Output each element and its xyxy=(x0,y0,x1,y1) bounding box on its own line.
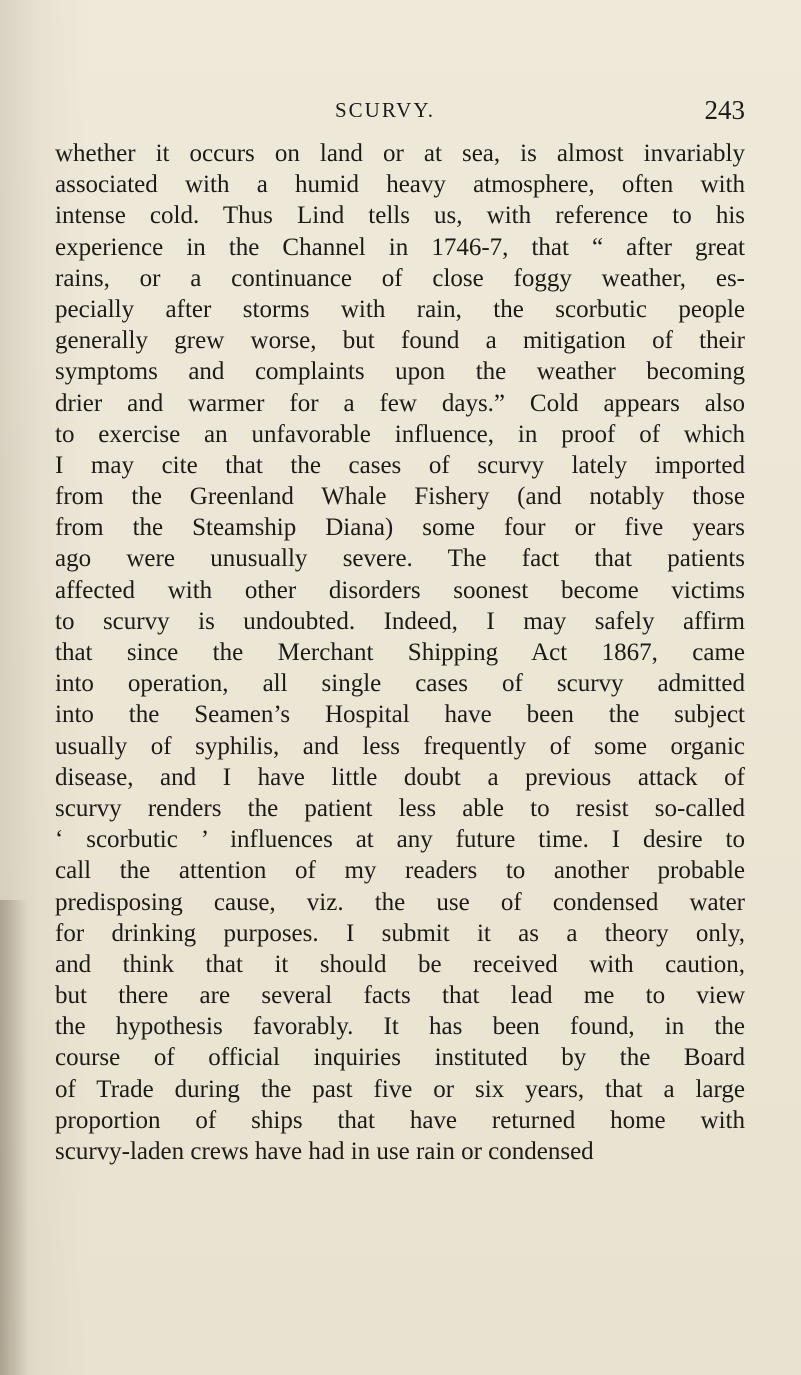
text-line: whether it occurs on land or at sea, is almost invariably xyxy=(55,140,745,167)
text-line: the hypothesis favorably. It has been found, in the xyxy=(55,1013,745,1041)
body-paragraph xyxy=(55,138,745,1167)
text-line: from the Steamship Diana) some four or five years xyxy=(55,514,745,542)
text-line: affected with other disorders soonest become victims xyxy=(55,576,745,604)
text-line: but there are several facts that lead me to view xyxy=(55,982,745,1010)
text-line: generally grew worse, but found a mitigation of their xyxy=(55,327,745,355)
text-line: that since the Merchant Shipping Act 1867, came xyxy=(55,639,745,666)
text-line: symptoms and complaints upon the weather becoming xyxy=(55,358,745,386)
text-line: predisposing cause, viz. the use of condensed water xyxy=(55,888,745,916)
text-line: ‘ scorbutic ’ influences at any future time. I desire to xyxy=(55,826,745,854)
page-number: 243 xyxy=(704,95,745,125)
text-line: rains, or a continuance of close foggy weather, es- xyxy=(55,264,745,292)
text-line: into operation, all single cases of scurvy admitted xyxy=(55,670,745,698)
text-line: ago were unusually severe. The fact that patients xyxy=(55,545,745,573)
text-line: of Trade during the past five or six years, that a large xyxy=(55,1075,745,1103)
text-line: and think that it should be received with caution, xyxy=(55,950,745,978)
text-line: usually of syphilis, and less frequently of some organic xyxy=(55,732,745,760)
text-line: course of official inquiries instituted by the Board xyxy=(55,1044,745,1072)
text-line: from the Greenland Whale Fishery (and notably those xyxy=(55,483,745,511)
text-line: proportion of ships that have returned home with xyxy=(55,1106,745,1134)
text-line: call the attention of my readers to another probable xyxy=(55,857,745,885)
running-head xyxy=(0,92,801,128)
running-title: SCURVY. xyxy=(335,98,436,122)
text-line: I may cite that the cases of scurvy lately imported xyxy=(55,451,745,479)
text-line: drier and warmer for a few days.” Cold appears also xyxy=(55,389,745,417)
text-line: intense cold. Thus Lind tells us, with reference to his xyxy=(55,202,745,230)
text-line: experience in the Channel in 1746-7, that “ after great xyxy=(55,233,745,261)
text-line: pecially after storms with rain, the scorbutic people xyxy=(55,295,745,323)
text-line: into the Seamen’s Hospital have been the subject xyxy=(55,701,745,729)
text-line: disease, and I have little doubt a previous attack of xyxy=(55,763,745,791)
text-line: for drinking purposes. I submit it as a theory only, xyxy=(55,919,745,947)
text-line: scurvy renders the patient less able to resist so-called xyxy=(55,794,745,822)
gutter-shadow xyxy=(0,900,28,1375)
text-line: scurvy-laden crews have had in use rain or condensed xyxy=(55,1138,594,1165)
text-line: to exercise an unfavorable influence, in proof of which xyxy=(55,420,745,448)
text-line: to scurvy is undoubted. Indeed, I may safely affirm xyxy=(55,607,745,635)
text-line: associated with a humid heavy atmosphere, often with xyxy=(55,171,745,199)
